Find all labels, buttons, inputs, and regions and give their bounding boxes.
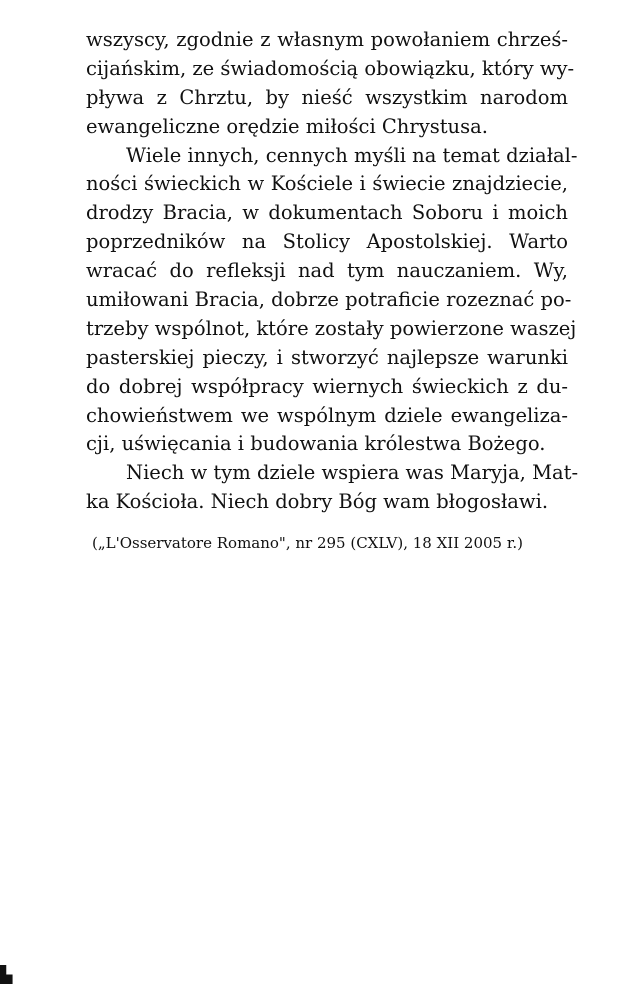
paragraph-3: [86, 459, 579, 517]
text-line: pływa z Chrztu, by nieść wszystkim narodom: [86, 85, 568, 109]
paragraph-2: [86, 142, 578, 460]
text-line: poprzedników na Stolicy Apostolskiej. Warto: [86, 230, 568, 254]
text-line: ka Kościoła. Niech dobry Bóg wam błogosławi.: [86, 490, 549, 514]
text-line: ności świeckich w Kościele i świecie znajdziecie,: [86, 172, 568, 196]
text-line: chowieństwem we wspólnym dziele ewangeliza-: [86, 403, 568, 427]
text-line: ewangeliczne orędzie miłości Chrystusa.: [86, 114, 488, 138]
text-line: Wiele innych, cennych myśli na temat działal-: [126, 143, 578, 167]
corner-mark: ▙: [0, 965, 13, 984]
text-line: cijańskim, ze świadomością obowiązku, który wy-: [86, 56, 575, 80]
text-line: pasterskiej pieczy, i stworzyć najlepsze warunki: [86, 345, 568, 369]
text-line: trzeby wspólnot, które zostały powierzone waszej: [86, 316, 577, 340]
text-line: cji, uświęcania i budowania królestwa Bożego.: [86, 432, 546, 456]
text-line: drodzy Bracia, w dokumentach Soboru i moich: [86, 201, 568, 225]
text-line: Niech w tym dziele wspiera was Maryja, Mat-: [126, 461, 579, 485]
text-line: wracać do refleksji nad tym nauczaniem. Wy,: [86, 259, 568, 283]
paragraph-1: [86, 26, 575, 142]
source-citation: („L'Osservatore Romano", nr 295 (CXLV), 18 XII 2005 r.): [92, 534, 524, 552]
text-line: wszyscy, zgodnie z własnym powołaniem chrześ-: [86, 28, 568, 51]
text-line: do dobrej współpracy wiernych świeckich z du-: [86, 374, 568, 398]
document-body: [86, 26, 579, 517]
text-line: umiłowani Bracia, dobrze potraficie rozeznać po-: [86, 288, 572, 312]
